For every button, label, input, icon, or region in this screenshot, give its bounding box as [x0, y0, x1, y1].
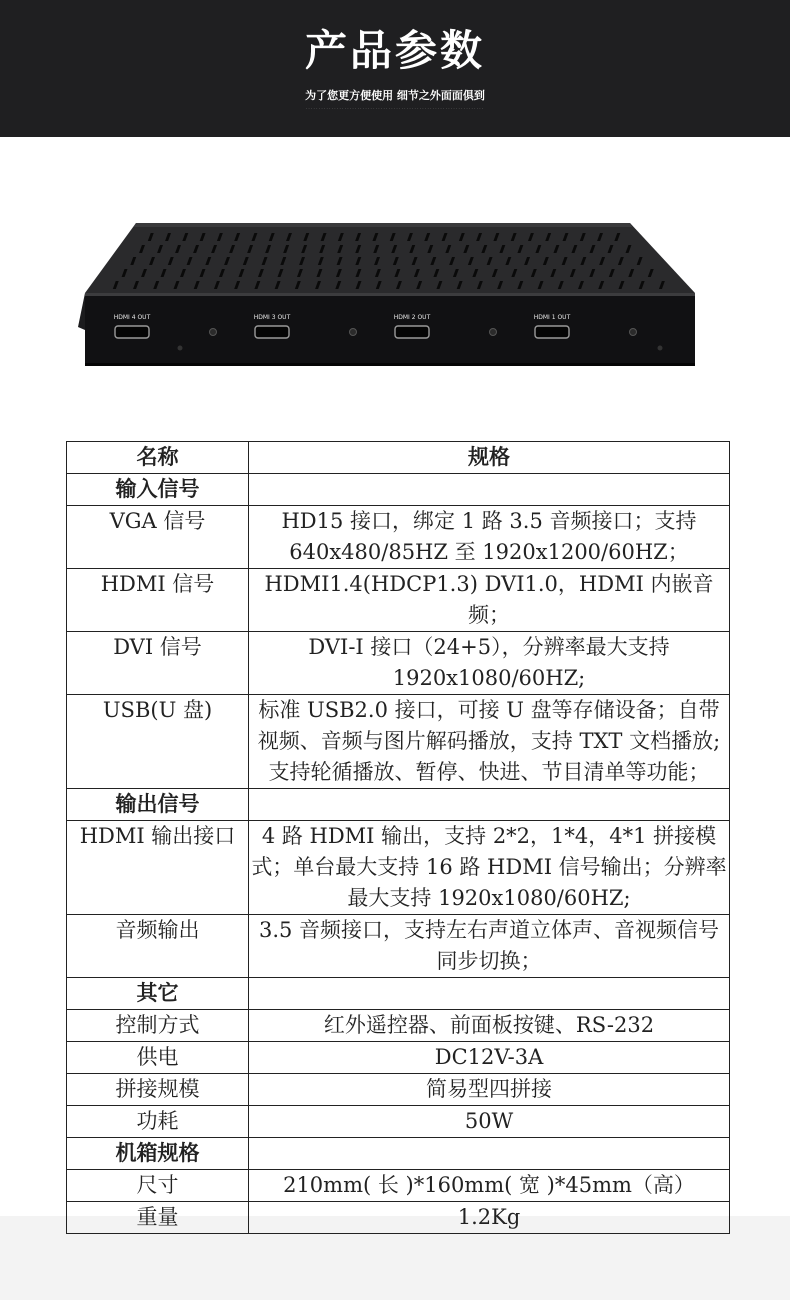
spec-name: 拼接规模 [67, 1074, 249, 1106]
spec-value [249, 474, 730, 506]
spec-value [249, 1138, 730, 1170]
section-title: 机箱规格 [67, 1138, 249, 1170]
port-label: HDMI 4 OUT [113, 314, 151, 321]
indicator-icon [210, 329, 217, 336]
table-row [67, 1202, 730, 1234]
indicator-icon [630, 329, 637, 336]
header-banner [0, 0, 790, 137]
spec-value: 红外遥控器、前面板按键、RS-232 [249, 1010, 730, 1042]
page-title: 产品参数 [304, 26, 485, 75]
spec-value: 1.2Kg [249, 1202, 730, 1234]
spec-value: DC12V-3A [249, 1042, 730, 1074]
spec-name: 音频输出 [67, 915, 249, 978]
spec-name: 控制方式 [67, 1010, 249, 1042]
port-label: HDMI 3 OUT [253, 314, 291, 321]
section-title: 输出信号 [67, 789, 249, 821]
table-row [67, 569, 730, 632]
spec-name: 尺寸 [67, 1170, 249, 1202]
spec-value: 简易型四拼接 [249, 1074, 730, 1106]
spec-value: 210mm( 长 )*160mm( 宽 )*45mm（高） [249, 1170, 730, 1202]
section-row [67, 789, 730, 821]
spec-value [249, 978, 730, 1010]
table-row [67, 1170, 730, 1202]
table-row [67, 1010, 730, 1042]
spec-value: 标准 USB2.0 接口，可接 U 盘等存储设备；自带视频、音频与图片解码播放，支持 TXT 文档播放; 支持轮循播放、暂停、快进、节目清单等功能； [249, 695, 730, 789]
hdmi-port-icon [535, 326, 569, 338]
hdmi-port-icon [255, 326, 289, 338]
section-row [67, 1138, 730, 1170]
section-title: 其它 [67, 978, 249, 1010]
port-label: HDMI 2 OUT [393, 314, 431, 321]
product-image [70, 205, 710, 385]
indicator-icon [490, 329, 497, 336]
table-row [67, 506, 730, 569]
table-row [67, 915, 730, 978]
spec-value: HDMI1.4(HDCP1.3) DVI1.0，HDMI 内嵌音频； [249, 569, 730, 632]
section-title: 输入信号 [67, 474, 249, 506]
spec-name: HDMI 输出接口 [67, 821, 249, 915]
table-row [67, 1042, 730, 1074]
section-row [67, 978, 730, 1010]
table-row [67, 695, 730, 789]
spec-value: DVI-I 接口（24+5），分辨率最大支持 1920x1080/60HZ; [249, 632, 730, 695]
spec-table [66, 441, 730, 1234]
hdmi-port-icon [395, 326, 429, 338]
spec-value [249, 789, 730, 821]
header-spec: 规格 [249, 442, 730, 474]
spec-name: 重量 [67, 1202, 249, 1234]
spec-name: DVI 信号 [67, 632, 249, 695]
spec-value: 50W [249, 1106, 730, 1138]
indicator-icon [350, 329, 357, 336]
spec-name: HDMI 信号 [67, 569, 249, 632]
table-row [67, 632, 730, 695]
hdmi-port-icon [115, 326, 149, 338]
screw-icon [658, 346, 663, 351]
spec-value: HD15 接口，绑定 1 路 3.5 音频接口；支持 640x480/85HZ 至 1920x1200/60HZ； [249, 506, 730, 569]
table-row [67, 1074, 730, 1106]
spec-name: USB(U 盘) [67, 695, 249, 789]
spec-name: 供电 [67, 1042, 249, 1074]
spec-value: 3.5 音频接口，支持左右声道立体声、音视频信号同步切换； [249, 915, 730, 978]
table-row [67, 1106, 730, 1138]
port-label: HDMI 1 OUT [533, 314, 571, 321]
page-subtitle: 为了您更方便使用 细节之外面面俱到 [305, 89, 485, 102]
spec-value: 4 路 HDMI 输出，支持 2*2，1*4，4*1 拼接模式；单台最大支持 16 路 HDMI 信号输出；分辨率最大支持 1920x1080/60HZ; [249, 821, 730, 915]
table-row [67, 821, 730, 915]
banner-fine-print: ····································································· [305, 106, 485, 112]
header-name: 名称 [67, 442, 249, 474]
screw-icon [178, 346, 183, 351]
table-header-row [67, 442, 730, 474]
spec-name: 功耗 [67, 1106, 249, 1138]
section-row [67, 474, 730, 506]
spec-name: VGA 信号 [67, 506, 249, 569]
